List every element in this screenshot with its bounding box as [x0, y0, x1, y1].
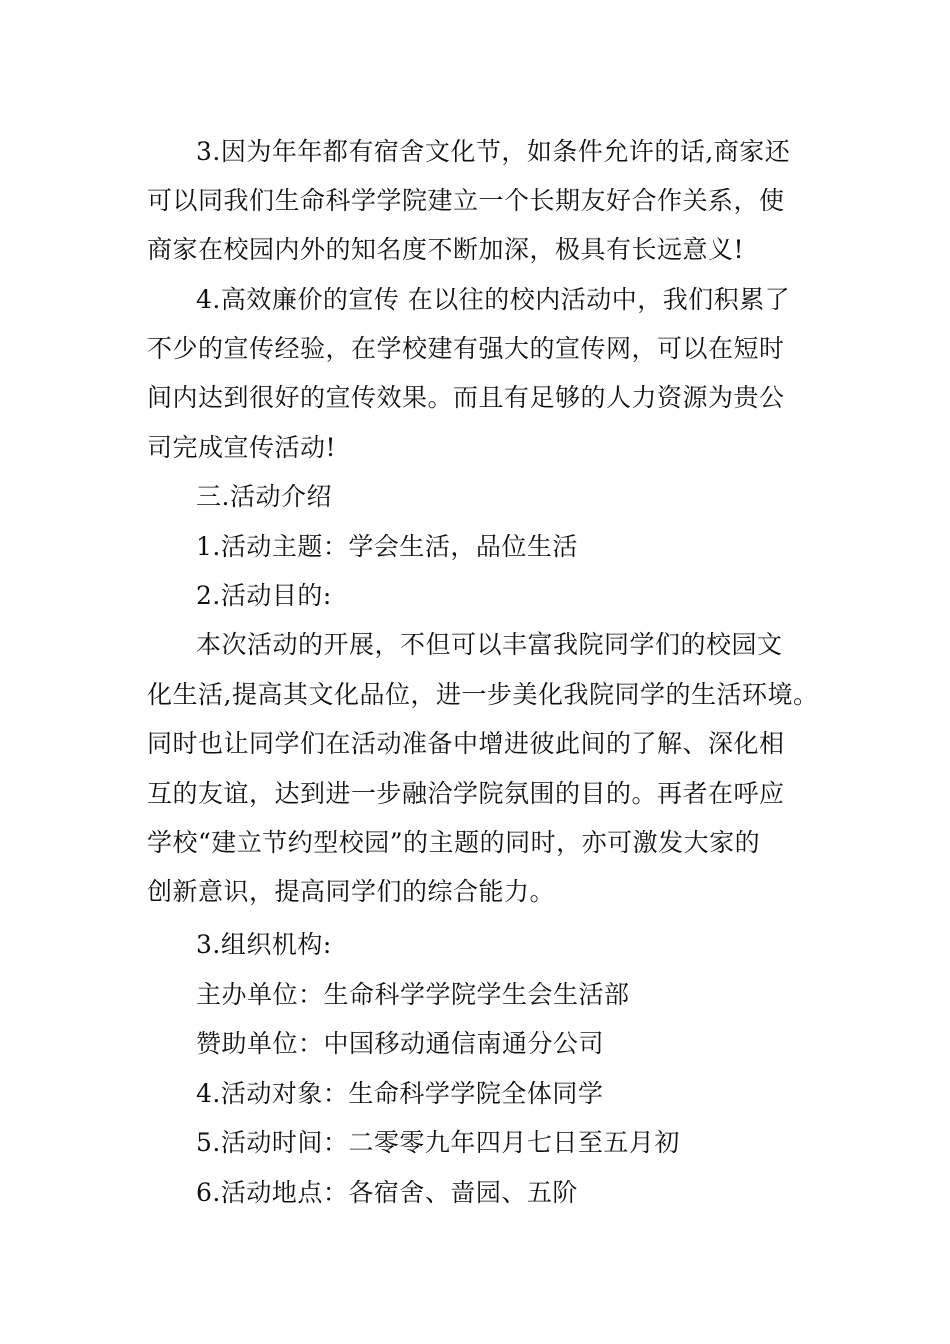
paragraph-line: 化生活,提高其文化品位，进一步美化我院同学的生活环境。	[147, 680, 819, 709]
list-item: 4.活动对象：生命科学学院全体同学	[196, 1079, 604, 1108]
section-heading: 三.活动介绍	[196, 482, 332, 511]
paragraph-line: 司完成宣传活动!	[147, 433, 337, 462]
paragraph-line: 4.高效廉价的宣传 在以往的校内活动中，我们积累了	[196, 285, 791, 314]
paragraph-line: 可以同我们生命科学学院建立一个长期友好合作关系，使	[147, 186, 785, 215]
list-item: 3.组织机构:	[196, 930, 332, 959]
paragraph-line: 间内达到很好的宣传效果。而且有足够的人力资源为贵公	[147, 383, 785, 412]
list-item: 1.活动主题：学会生活，品位生活	[196, 532, 578, 561]
paragraph-line: 商家在校园内外的知名度不断加深，极具有长远意义!	[147, 235, 745, 264]
paragraph-line: 创新意识，提高同学们的综合能力。	[147, 877, 556, 906]
list-item: 5.活动时间：二零零九年四月七日至五月初	[196, 1128, 680, 1157]
paragraph-line: 同时也让同学们在活动准备中增进彼此间的了解、深化相	[147, 729, 785, 758]
list-item: 2.活动目的:	[196, 581, 332, 610]
paragraph-line: 3.因为年年都有宿舍文化节，如条件允许的话,商家还	[196, 137, 791, 166]
paragraph-line: 本次活动的开展，不但可以丰富我院同学们的校园文	[196, 630, 783, 659]
list-item: 主办单位：生命科学学院学生会生活部	[196, 980, 630, 1009]
paragraph-line: 学校“建立节约型校园”的主题的同时，亦可激发大家的	[147, 828, 761, 857]
paragraph-line: 互的友谊，达到进一步融洽学院氛围的目的。再者在呼应	[147, 779, 785, 808]
list-item: 赞助单位：中国移动通信南通分公司	[196, 1029, 605, 1058]
paragraph-line: 不少的宣传经验，在学校建有强大的宣传网，可以在短时	[147, 334, 785, 363]
list-item: 6.活动地点：各宿舍、啬园、五阶	[196, 1178, 578, 1207]
